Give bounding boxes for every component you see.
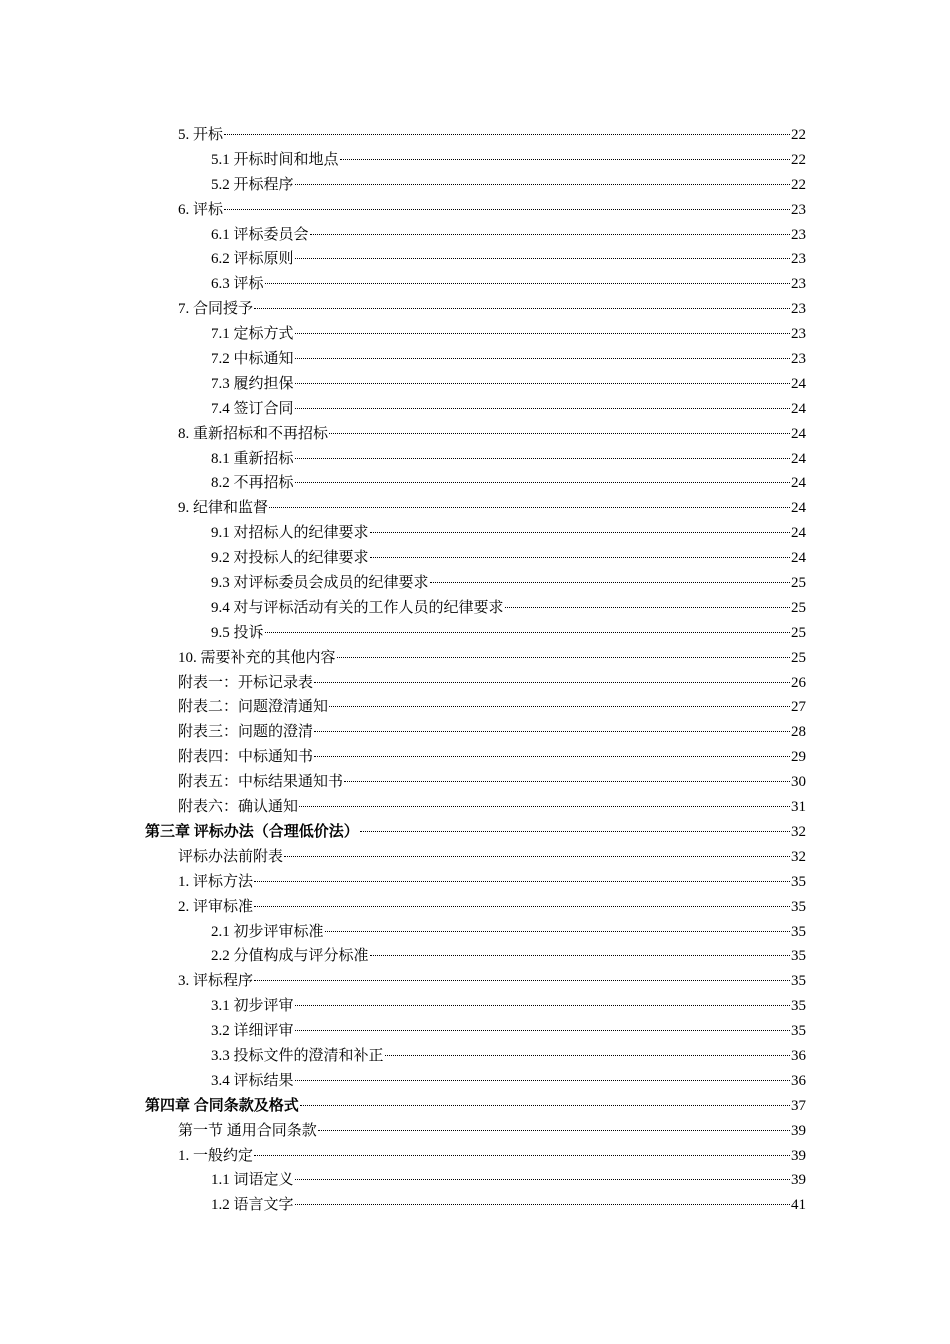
table-of-contents bbox=[0, 123, 950, 1218]
toc-entry-page-number: 24 bbox=[791, 500, 806, 517]
toc-entry-label: 5.1 开标时间和地点 bbox=[211, 151, 339, 168]
toc-entry-label: 1.1 词语定义 bbox=[211, 1172, 294, 1189]
dot-leader bbox=[344, 781, 790, 782]
toc-entry[interactable] bbox=[178, 845, 806, 870]
dot-leader bbox=[295, 184, 790, 185]
dot-leader bbox=[265, 632, 790, 633]
toc-entry[interactable] bbox=[178, 770, 806, 795]
toc-entry[interactable] bbox=[178, 1119, 806, 1144]
dot-leader bbox=[295, 1080, 790, 1081]
dot-leader bbox=[269, 507, 790, 508]
toc-entry-page-number: 22 bbox=[791, 127, 806, 143]
toc-entry-page-number: 39 bbox=[791, 1172, 806, 1189]
toc-entry[interactable] bbox=[211, 1069, 806, 1094]
dot-leader bbox=[385, 1055, 790, 1056]
toc-entry-page-number: 41 bbox=[791, 1197, 806, 1214]
toc-entry[interactable] bbox=[211, 272, 806, 297]
toc-entry-label: 评标办法前附表 bbox=[178, 848, 284, 865]
toc-entry[interactable] bbox=[211, 1044, 806, 1069]
toc-entry-label: 附表四：中标通知书 bbox=[178, 749, 314, 766]
toc-entry-label: 2. 评审标准 bbox=[178, 898, 254, 915]
toc-entry-label: 9.3 对评标委员会成员的纪律要求 bbox=[211, 575, 429, 592]
toc-entry-page-number: 35 bbox=[791, 948, 806, 965]
dot-leader bbox=[318, 1130, 790, 1131]
toc-entry-page-number: 39 bbox=[791, 1147, 806, 1164]
toc-entry-page-number: 25 bbox=[791, 575, 806, 592]
dot-leader bbox=[295, 482, 790, 483]
toc-entry-label: 附表一：开标记录表 bbox=[178, 674, 314, 691]
toc-entry[interactable] bbox=[211, 944, 806, 969]
toc-entry[interactable] bbox=[211, 372, 806, 397]
dot-leader bbox=[360, 831, 790, 832]
toc-entry[interactable] bbox=[211, 173, 806, 198]
toc-entry[interactable] bbox=[178, 695, 806, 720]
toc-entry-page-number: 24 bbox=[791, 425, 806, 442]
toc-entry-page-number: 35 bbox=[791, 998, 806, 1015]
dot-leader bbox=[299, 806, 790, 807]
toc-entry-page-number: 24 bbox=[791, 550, 806, 567]
dot-leader bbox=[370, 532, 790, 533]
toc-entry[interactable] bbox=[211, 621, 806, 646]
toc-entry[interactable] bbox=[211, 322, 806, 347]
toc-entry-page-number: 29 bbox=[791, 749, 806, 766]
toc-entry[interactable] bbox=[178, 745, 806, 770]
toc-entry[interactable] bbox=[178, 198, 806, 223]
toc-entry-label: 附表五：中标结果通知书 bbox=[178, 774, 344, 791]
toc-entry-page-number: 36 bbox=[791, 1072, 806, 1089]
toc-entry-page-number: 23 bbox=[791, 326, 806, 343]
toc-entry-label: 第四章 合同条款及格式 bbox=[145, 1097, 299, 1114]
toc-entry[interactable] bbox=[178, 969, 806, 994]
toc-entry-label: 9. 纪律和监督 bbox=[178, 500, 269, 517]
toc-entry[interactable] bbox=[178, 123, 806, 148]
dot-leader bbox=[284, 856, 790, 857]
dot-leader bbox=[295, 383, 790, 384]
dot-leader bbox=[370, 557, 790, 558]
toc-entry-label: 3.2 详细评审 bbox=[211, 1023, 294, 1040]
toc-entry-label: 9.2 对投标人的纪律要求 bbox=[211, 550, 369, 567]
toc-entry-page-number: 37 bbox=[791, 1097, 806, 1114]
toc-entry-label: 第一节 通用合同条款 bbox=[178, 1122, 317, 1139]
toc-entry-label: 附表三：问题的澄清 bbox=[178, 724, 314, 741]
dot-leader bbox=[295, 358, 790, 359]
toc-entry-label: 5. 开标 bbox=[178, 127, 224, 143]
dot-leader bbox=[295, 258, 790, 259]
toc-entry-page-number: 31 bbox=[791, 799, 806, 816]
dot-leader bbox=[295, 1179, 790, 1180]
dot-leader bbox=[340, 159, 790, 160]
toc-entry[interactable] bbox=[178, 1144, 806, 1169]
toc-entry[interactable] bbox=[211, 920, 806, 945]
dot-leader bbox=[265, 283, 790, 284]
toc-entry[interactable] bbox=[211, 148, 806, 173]
toc-entry-page-number: 24 bbox=[791, 525, 806, 542]
dot-leader bbox=[254, 980, 790, 981]
dot-leader bbox=[325, 931, 790, 932]
toc-entry-label: 1. 评标方法 bbox=[178, 873, 254, 890]
toc-entry[interactable] bbox=[211, 347, 806, 372]
toc-entry-page-number: 23 bbox=[791, 301, 806, 318]
toc-entry[interactable] bbox=[211, 571, 806, 596]
toc-entry[interactable] bbox=[211, 223, 806, 248]
toc-entry-label: 8. 重新招标和不再招标 bbox=[178, 425, 329, 442]
dot-leader bbox=[300, 1105, 790, 1106]
dot-leader bbox=[254, 1155, 790, 1156]
dot-leader bbox=[314, 731, 790, 732]
toc-entry-page-number: 28 bbox=[791, 724, 806, 741]
toc-entry-label: 附表二：问题澄清通知 bbox=[178, 699, 329, 716]
toc-entry-label: 3.3 投标文件的澄清和补正 bbox=[211, 1047, 384, 1064]
toc-entry-page-number: 30 bbox=[791, 774, 806, 791]
toc-entry[interactable] bbox=[178, 795, 806, 820]
dot-leader bbox=[295, 1204, 790, 1205]
toc-entry[interactable] bbox=[178, 671, 806, 696]
toc-entry-label: 9.5 投诉 bbox=[211, 624, 264, 641]
toc-entry-label: 10. 需要补充的其他内容 bbox=[178, 649, 336, 666]
toc-entry-label: 8.2 不再招标 bbox=[211, 475, 294, 492]
toc-entry-label: 2.1 初步评审标准 bbox=[211, 923, 324, 940]
toc-entry-page-number: 32 bbox=[791, 823, 806, 840]
toc-entry-page-number: 32 bbox=[791, 848, 806, 865]
toc-entry[interactable] bbox=[211, 596, 806, 621]
toc-entry-label: 1. 一般约定 bbox=[178, 1147, 254, 1164]
toc-entry-label: 7.3 履约担保 bbox=[211, 375, 294, 392]
toc-entry-label: 7.1 定标方式 bbox=[211, 326, 294, 343]
toc-entry-label: 9.4 对与评标活动有关的工作人员的纪律要求 bbox=[211, 599, 504, 616]
toc-entry[interactable] bbox=[211, 471, 806, 496]
toc-entry-label: 7. 合同授予 bbox=[178, 301, 254, 318]
toc-entry-page-number: 23 bbox=[791, 276, 806, 293]
dot-leader bbox=[337, 657, 790, 658]
toc-entry-label: 2.2 分值构成与评分标准 bbox=[211, 948, 369, 965]
toc-entry-label: 9.1 对招标人的纪律要求 bbox=[211, 525, 369, 542]
toc-entry[interactable] bbox=[211, 397, 806, 422]
toc-entry[interactable] bbox=[178, 422, 806, 447]
toc-entry-page-number: 22 bbox=[791, 176, 806, 193]
toc-entry-page-number: 24 bbox=[791, 375, 806, 392]
dot-leader bbox=[295, 458, 790, 459]
toc-entry-label: 附表六：确认通知 bbox=[178, 799, 299, 816]
toc-entry-label: 6.1 评标委员会 bbox=[211, 226, 309, 243]
toc-entry-page-number: 26 bbox=[791, 674, 806, 691]
dot-leader bbox=[295, 1030, 790, 1031]
toc-entry-label: 7.2 中标通知 bbox=[211, 351, 294, 368]
toc-entry[interactable] bbox=[178, 720, 806, 745]
toc-entry-label: 6.3 评标 bbox=[211, 276, 264, 293]
toc-entry[interactable] bbox=[211, 1168, 806, 1193]
toc-entry-label: 3.1 初步评审 bbox=[211, 998, 294, 1015]
toc-entry-page-number: 25 bbox=[791, 649, 806, 666]
toc-entry[interactable] bbox=[211, 521, 806, 546]
dot-leader bbox=[430, 582, 790, 583]
toc-entry[interactable] bbox=[145, 1094, 806, 1119]
dot-leader bbox=[295, 333, 790, 334]
toc-entry-page-number: 35 bbox=[791, 873, 806, 890]
toc-entry-label: 6.2 评标原则 bbox=[211, 251, 294, 268]
toc-entry[interactable] bbox=[178, 646, 806, 671]
toc-entry-page-number: 39 bbox=[791, 1122, 806, 1139]
dot-leader bbox=[254, 906, 790, 907]
toc-entry-page-number: 24 bbox=[791, 475, 806, 492]
toc-entry-page-number: 35 bbox=[791, 1023, 806, 1040]
dot-leader bbox=[329, 433, 790, 434]
toc-entry-page-number: 35 bbox=[791, 973, 806, 990]
toc-entry-page-number: 36 bbox=[791, 1047, 806, 1064]
toc-entry-page-number: 35 bbox=[791, 898, 806, 915]
dot-leader bbox=[314, 756, 790, 757]
toc-entry[interactable] bbox=[178, 297, 806, 322]
toc-entry-page-number: 22 bbox=[791, 151, 806, 168]
toc-entry-page-number: 23 bbox=[791, 201, 806, 218]
toc-entry-page-number: 27 bbox=[791, 699, 806, 716]
toc-entry-label: 3. 评标程序 bbox=[178, 973, 254, 990]
dot-leader bbox=[224, 209, 790, 210]
toc-entry-label: 第三章 评标办法（合理低价法） bbox=[145, 823, 359, 840]
dot-leader bbox=[295, 408, 790, 409]
dot-leader bbox=[254, 308, 790, 309]
toc-entry[interactable] bbox=[145, 820, 806, 845]
toc-entry-label: 5.2 开标程序 bbox=[211, 176, 294, 193]
toc-entry[interactable] bbox=[211, 1193, 806, 1218]
toc-entry-label: 6. 评标 bbox=[178, 201, 224, 218]
toc-entry-page-number: 35 bbox=[791, 923, 806, 940]
toc-entry-page-number: 23 bbox=[791, 351, 806, 368]
dot-leader bbox=[295, 1005, 790, 1006]
toc-entry-page-number: 25 bbox=[791, 599, 806, 616]
toc-entry[interactable] bbox=[211, 546, 806, 571]
dot-leader bbox=[370, 955, 790, 956]
dot-leader bbox=[314, 682, 790, 683]
dot-leader bbox=[224, 134, 790, 135]
dot-leader bbox=[254, 881, 790, 882]
dot-leader bbox=[505, 607, 790, 608]
toc-entry-page-number: 23 bbox=[791, 226, 806, 243]
toc-entry-page-number: 23 bbox=[791, 251, 806, 268]
toc-entry-page-number: 24 bbox=[791, 450, 806, 467]
toc-entry-page-number: 24 bbox=[791, 400, 806, 417]
toc-entry[interactable] bbox=[178, 496, 806, 521]
dot-leader bbox=[310, 234, 790, 235]
toc-entry[interactable] bbox=[178, 895, 806, 920]
toc-entry[interactable] bbox=[211, 247, 806, 272]
toc-entry-label: 7.4 签订合同 bbox=[211, 400, 294, 417]
toc-entry[interactable] bbox=[211, 447, 806, 472]
toc-entry-label: 1.2 语言文字 bbox=[211, 1197, 294, 1214]
dot-leader bbox=[329, 706, 790, 707]
toc-entry[interactable] bbox=[211, 994, 806, 1019]
toc-entry[interactable] bbox=[211, 1019, 806, 1044]
toc-entry[interactable] bbox=[178, 870, 806, 895]
toc-entry-label: 3.4 评标结果 bbox=[211, 1072, 294, 1089]
toc-entry-page-number: 25 bbox=[791, 624, 806, 641]
toc-entry-label: 8.1 重新招标 bbox=[211, 450, 294, 467]
